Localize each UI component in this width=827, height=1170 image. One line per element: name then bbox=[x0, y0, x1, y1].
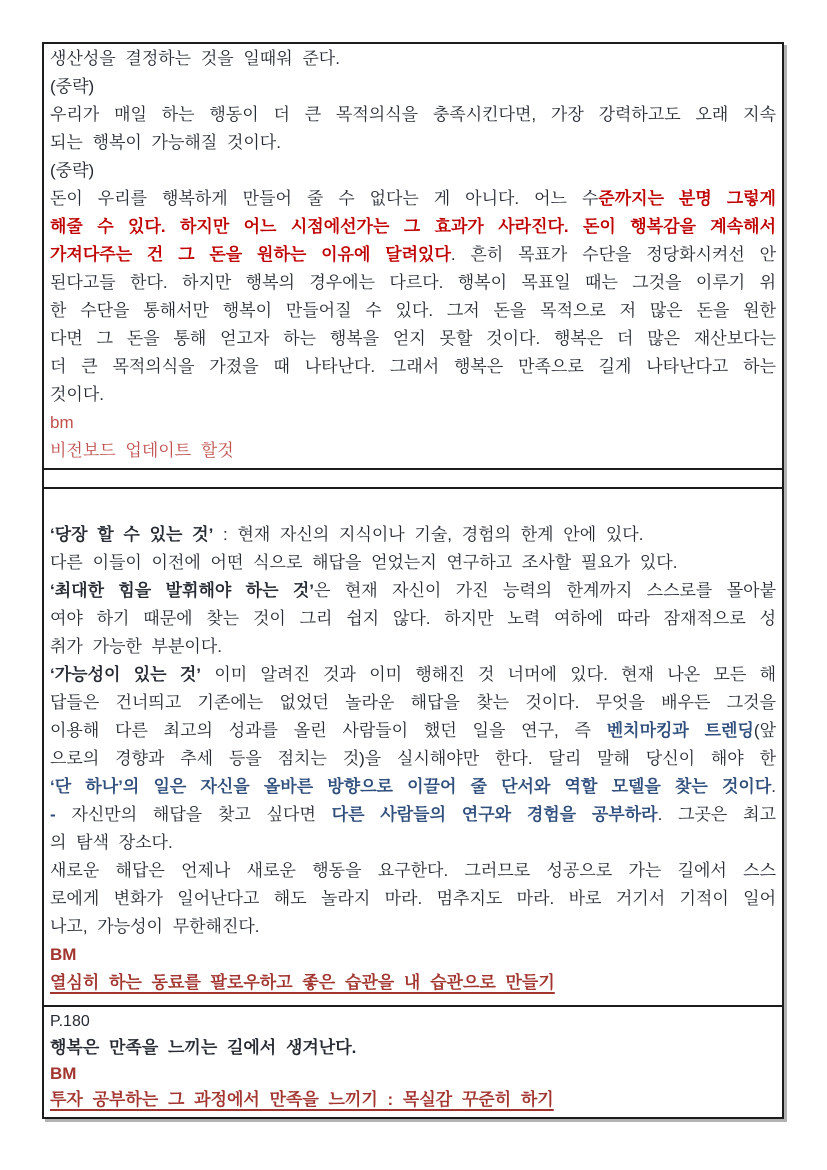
text-line bbox=[50, 241, 776, 269]
text-line bbox=[50, 941, 776, 969]
text-segment: . bbox=[771, 777, 776, 796]
text-line bbox=[50, 577, 776, 605]
text-segment: 다른 이들이 이전에 어떤 식으로 해답을 얻었는지 연구하고 조사할 필요가 있다. bbox=[50, 553, 678, 572]
text-segment: 한 수단을 통해서만 행복이 만들어질 수 있다. 그저 돈을 목적으로 저 많은 돈을 원한 bbox=[50, 301, 776, 320]
text-line bbox=[50, 409, 776, 437]
text-segment: : 현재 자신의 지식이나 기술, 경험의 한계 안에 있다. bbox=[213, 525, 644, 544]
text-segment: ‘최대한 힘을 발휘해야 하는 것’ bbox=[50, 581, 315, 600]
text-segment: 이미 알려진 것과 이미 행해진 것 너머에 있다. 현재 나온 모든 해 bbox=[201, 665, 776, 684]
text-segment: 가져다주는 건 그 돈을 원하는 이유에 달려있다 bbox=[50, 245, 451, 264]
text-line bbox=[50, 521, 776, 549]
text-line bbox=[50, 857, 776, 885]
text-line bbox=[50, 297, 776, 325]
table-row bbox=[44, 44, 782, 468]
content-table bbox=[42, 42, 784, 1119]
text-line bbox=[50, 661, 776, 689]
text-line bbox=[50, 745, 776, 773]
text-segment: 다면 그 돈을 통해 얻고자 하는 행복을 얻지 못할 것이다. 행복은 더 많은 재산보다는 bbox=[50, 329, 776, 348]
text-line bbox=[50, 129, 776, 157]
text-segment: 다른 사람들의 연구와 경험을 공부하라 bbox=[331, 805, 658, 824]
text-line bbox=[50, 829, 776, 857]
text-line bbox=[50, 437, 776, 465]
text-segment: 해줄 수 있다. 하지만 어느 시점에선가는 그 효과가 사라진다. 돈이 행복감을 계속해서 bbox=[50, 217, 776, 236]
text-segment: 준까지는 분명 그렇게 bbox=[598, 189, 776, 208]
text-segment: P.180 bbox=[50, 1013, 90, 1030]
text-line bbox=[50, 1008, 776, 1035]
text-line bbox=[50, 605, 776, 633]
table-row bbox=[44, 1005, 782, 1117]
text-segment: 되는 행복이 가능해질 것이다. bbox=[50, 133, 281, 152]
text-line bbox=[50, 1061, 776, 1087]
text-segment: 벤치마킹과 트렌딩 bbox=[606, 721, 754, 740]
text-segment: 으로의 경향과 추세 등을 점치는 것)을 실시해야만 한다. 달리 말해 당신이 해야 한 bbox=[50, 749, 776, 768]
text-line bbox=[50, 773, 776, 801]
text-segment: BM bbox=[50, 945, 77, 964]
text-segment: (중략) bbox=[50, 77, 95, 96]
text-line bbox=[50, 381, 776, 409]
text-segment: 된다고들 한다. 하지만 행복의 경우에는 다르다. 행복이 목표일 때는 그것을 이루기 위 bbox=[50, 273, 776, 292]
text-segment: 투자 공부하는 그 과정에서 만족을 느끼기 : 목실감 꾸준히 하기 bbox=[50, 1090, 554, 1109]
text-segment: 더 큰 목적의식을 가졌을 때 나타난다. 그래서 행복은 만족으로 길게 나타난다고 하는 bbox=[50, 357, 776, 376]
text-line bbox=[50, 325, 776, 353]
text-line bbox=[50, 185, 776, 213]
text-line bbox=[50, 549, 776, 577]
text-segment: 답들은 건너띄고 기존에는 없었던 놀라운 해답을 찾는 것이다. 무엇을 배우든 그것을 bbox=[50, 693, 776, 712]
text-line bbox=[50, 969, 776, 997]
text-segment: . 흔히 목표가 수단을 정당화시켜선 안 bbox=[450, 245, 776, 264]
text-line bbox=[50, 801, 776, 829]
text-segment: 새로운 해답은 언제나 새로운 행동을 요구한다. 그러므로 성공으로 가는 길에서 스스 bbox=[50, 861, 776, 880]
text-segment: 은 현재 자신이 가진 능력의 한계까지 스스로를 몰아붙 bbox=[314, 581, 776, 600]
text-line bbox=[50, 213, 776, 241]
table-row bbox=[44, 468, 782, 487]
text-segment: bm bbox=[50, 413, 74, 432]
text-segment: 생산성을 결정하는 것을 일때워 준다. bbox=[50, 49, 340, 68]
text-line bbox=[50, 353, 776, 381]
text-segment: 돈이 우리를 행복하게 만들어 줄 수 없다는 게 아니다. 어느 수 bbox=[50, 189, 599, 208]
text-segment: 로에게 변화가 일어난다고 해도 놀라지 마라. 멈추지도 마라. 바로 거기서 기적이 일어 bbox=[50, 889, 776, 908]
text-line bbox=[50, 689, 776, 717]
text-segment: ‘단 하나’의 일은 자신을 올바른 방향으로 이끌어 줄 단서와 역할 모델을 찾는 것이다 bbox=[50, 777, 772, 796]
text-segment: ‘가능성이 있는 것’ bbox=[50, 665, 202, 684]
text-segment: (중략) bbox=[50, 161, 95, 180]
table-row bbox=[44, 487, 782, 1005]
text-segment: 여야 하기 때문에 찾는 것이 그리 쉽지 않다. 하지만 노력 여하에 따라 잠재적으로 성 bbox=[50, 609, 776, 628]
text-segment: 행복은 만족을 느끼는 길에서 생겨난다. bbox=[50, 1038, 357, 1057]
text-line bbox=[50, 1087, 776, 1113]
text-segment: (앞 bbox=[753, 721, 776, 740]
text-segment: 취가 가능한 부분이다. bbox=[50, 637, 222, 656]
text-segment: 자신만의 해답을 찾고 싶다면 bbox=[71, 805, 332, 824]
text-line bbox=[50, 157, 776, 185]
text-segment: 비전보드 업데이트 할것 bbox=[50, 441, 234, 460]
text-line bbox=[50, 885, 776, 913]
text-segment: 열심히 하는 동료를 팔로우하고 좋은 습관을 내 습관으로 만들기 bbox=[50, 973, 555, 992]
text-segment: BM bbox=[50, 1064, 77, 1083]
text-line bbox=[50, 101, 776, 129]
text-segment: 나고, 가능성이 무한해진다. bbox=[50, 917, 260, 936]
text-line bbox=[50, 717, 776, 745]
text-line bbox=[50, 269, 776, 297]
text-line bbox=[50, 1035, 776, 1061]
text-segment: 우리가 매일 하는 행동이 더 큰 목적의식을 충족시킨다면, 가장 강력하고도 오래 지속 bbox=[50, 105, 776, 124]
text-line bbox=[50, 45, 776, 73]
text-segment: - bbox=[50, 805, 72, 824]
text-line bbox=[50, 913, 776, 941]
text-line bbox=[50, 633, 776, 661]
text-segment: 이용해 다른 최고의 성과를 올린 사람들이 했던 일을 연구, 즉 bbox=[50, 721, 607, 740]
text-segment: 것이다. bbox=[50, 385, 104, 404]
text-segment: . 그곳은 최고 bbox=[657, 805, 776, 824]
text-segment: ‘당장 할 수 있는 것’ bbox=[50, 525, 214, 544]
text-line bbox=[50, 73, 776, 101]
text-segment: 의 탐색 장소다. bbox=[50, 833, 173, 852]
